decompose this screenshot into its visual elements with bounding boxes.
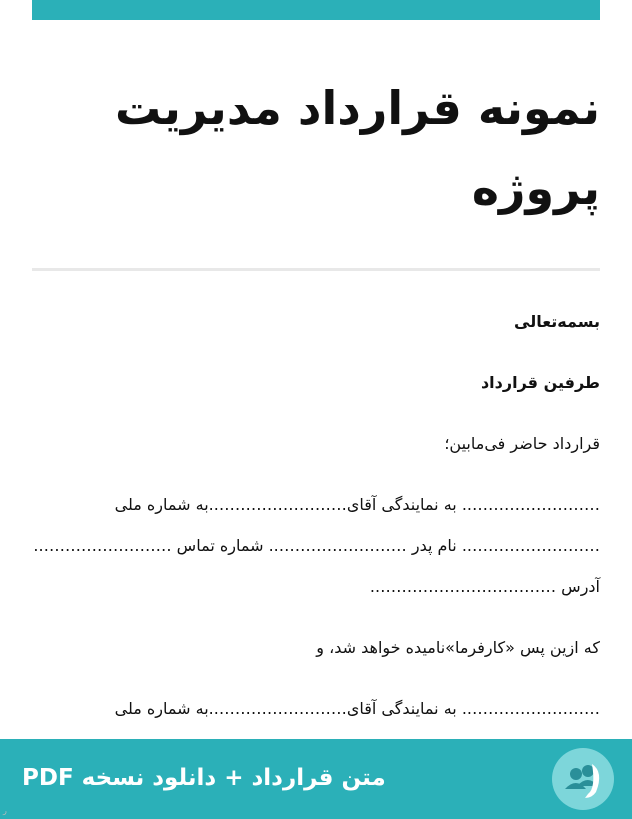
title-line-1: نمونه قرارداد مدیریت bbox=[114, 81, 600, 135]
title-line-2: پروژه bbox=[471, 161, 600, 215]
contract-document bbox=[32, 20, 600, 771]
parties-heading: طرفین قرارداد bbox=[480, 373, 600, 392]
download-banner[interactable] bbox=[0, 739, 632, 819]
party1-line-2: …………………….. نام پدر …………………….. شماره تماس …………………….. bbox=[33, 536, 600, 555]
corner-mark: ر bbox=[3, 806, 7, 815]
intro-text: قرارداد حاضر فی‌مابین؛ bbox=[444, 434, 600, 453]
party1-designation: که ازین پس «کارفرما»نامیده خواهد شد، و bbox=[316, 638, 600, 657]
top-accent-bar bbox=[32, 0, 600, 20]
users-chat-logo-icon bbox=[552, 748, 614, 810]
party1-line-3: آدرس …………………………….. bbox=[369, 577, 600, 596]
banner-title[interactable]: متن قرارداد + دانلود نسخه PDF bbox=[22, 765, 386, 791]
invocation-text: بسمه‌تعالی bbox=[514, 312, 600, 331]
party2-line-1: …………………….. به نمایندگی آقای……………………..به شماره ملی bbox=[114, 699, 600, 718]
page-title bbox=[32, 68, 600, 228]
party1-line-1: …………………….. به نمایندگی آقای……………………..به شماره ملی bbox=[114, 495, 600, 514]
